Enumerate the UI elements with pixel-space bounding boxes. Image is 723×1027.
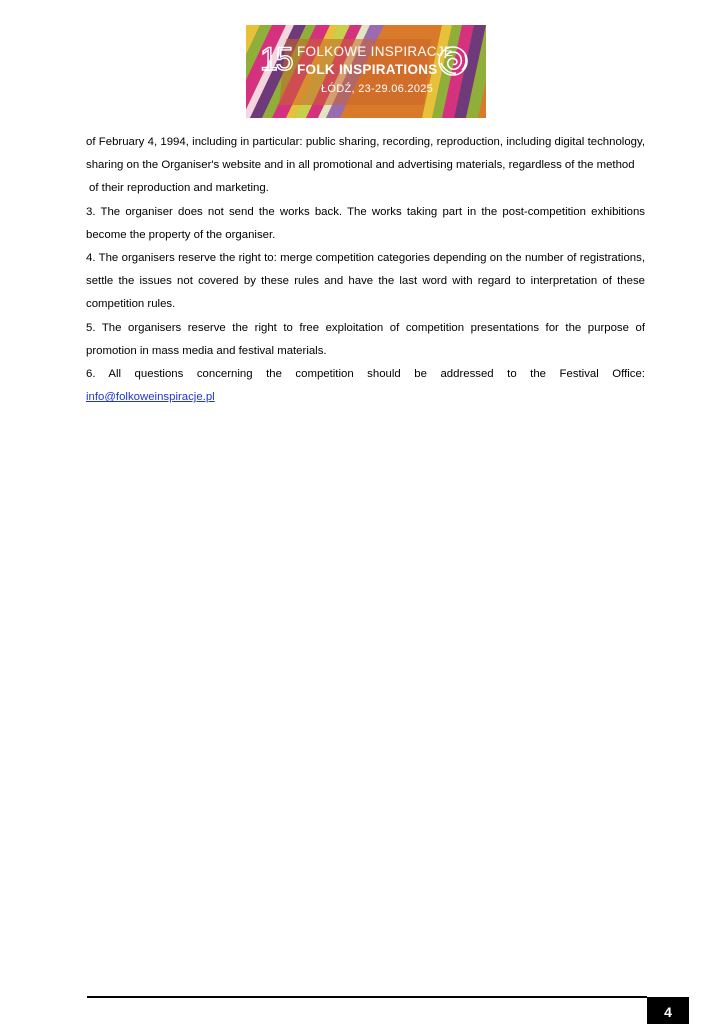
banner-text <box>246 25 486 118</box>
banner-title-english: FOLK INSPIRATIONS <box>297 62 438 77</box>
banner-title-polish: FOLKOWE INSPIRACJE <box>297 44 454 59</box>
paragraph-copyright-last-line: of their reproduction and marketing. <box>89 182 269 195</box>
paragraph-copyright-text: of February 4, 1994, including in particular: public sharing, recording, reproduction, including digital technology, sharing on the Organiser's website and in all promotional and advertising materials, regardless of the method <box>86 136 645 172</box>
footer-divider <box>87 996 647 998</box>
banner-dates: ŁÓDŹ, 23-29.06.2025 <box>321 83 434 95</box>
rose-icon <box>436 44 470 78</box>
rule-item-5: 5. The organisers reserve the right to free exploitation of competition presentations for the purpose of promotion in mass media and festival materials. <box>86 321 645 357</box>
paragraph-copyright-end <box>86 177 645 200</box>
paragraph-copyright <box>86 131 645 177</box>
festival-email-link[interactable]: info@folkoweinspiracje.pl <box>86 391 215 404</box>
banner-edition-number: 15 <box>260 41 292 77</box>
rule-item-6-text: 6. All questions concerning the competition should be addressed to the Festival Office: <box>86 368 645 381</box>
page-number: 4 <box>647 997 689 1024</box>
rules-text <box>86 131 645 409</box>
festival-banner <box>246 25 486 118</box>
rule-item-6 <box>86 363 645 409</box>
rule-item-4: 4. The organisers reserve the right to: merge competition categories depending on the number of registrations, settle the issues not covered by these rules and have the last word with regard to interpretation of these competition rules. <box>86 252 645 311</box>
rule-item-3: 3. The organiser does not send the works back. The works taking part in the post-competition exhibitions become the property of the organiser. <box>86 205 645 241</box>
